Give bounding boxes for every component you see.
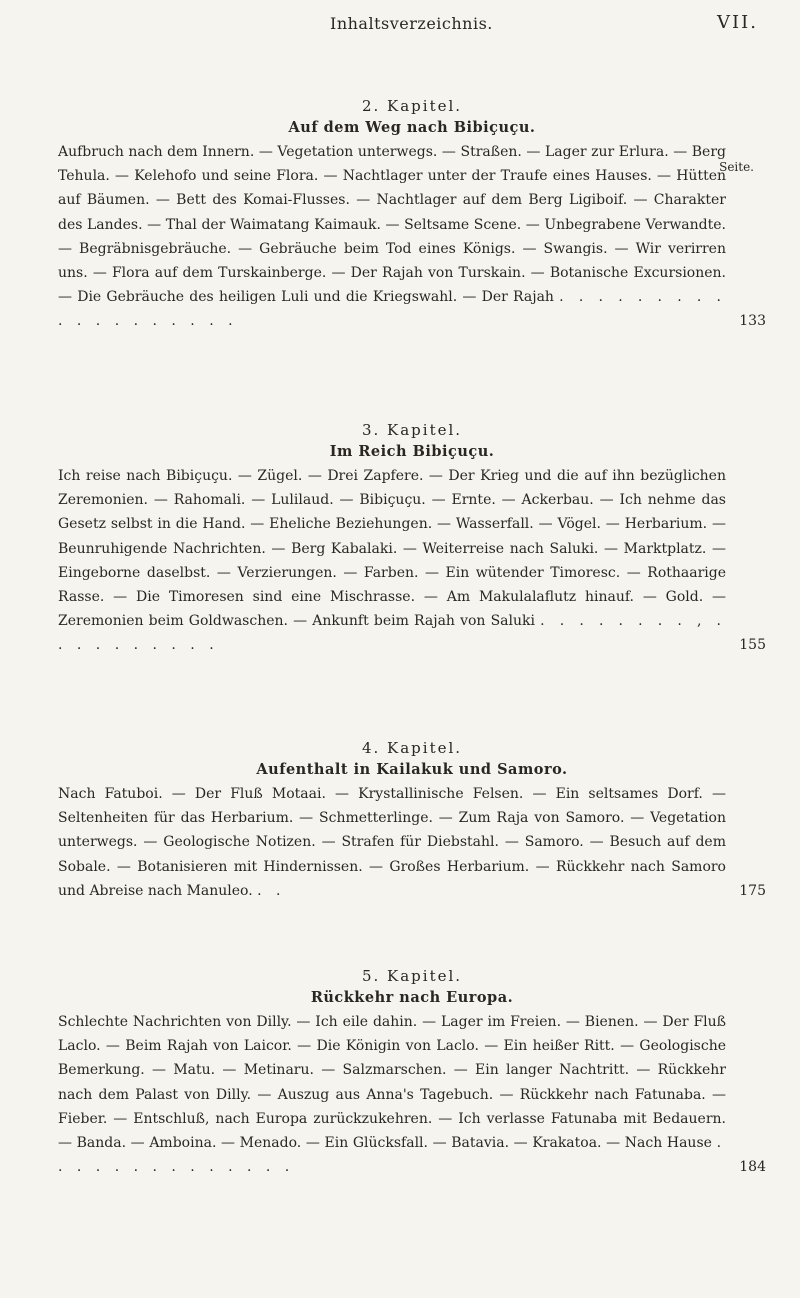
- chapter-summary: [58, 464, 766, 658]
- chapter-page-ref: 175: [739, 882, 766, 899]
- chapter-number: 2. Kapitel.: [361, 97, 463, 115]
- running-head: Inhaltsverzeichnis.: [330, 14, 493, 33]
- chapter-entry: [58, 420, 766, 658]
- chapter-title: Im Reich Bibiçuçu.: [329, 443, 495, 460]
- chapter-summary-text: Aufbruch nach dem Innern. — Vegetation unterwegs. — Straßen. — Lager zur Erlura. — Berg Tehula. — Kelehofo und seine Flora. — Nachtlager unter der Traufe eines Hauses. — Hütten auf Bäumen. — Bett des Komai-Flusses. — Nachtlager auf dem Berg Ligiboif. — Charakter des Landes. — Thal der Waimatang Kaimauk. — Seltsame Scene. — Unbegrabene Verwandte. — Begräbnisgebräuche. — Gebräuche beim Tod eines Königs. — Swangis. — Wir verirren uns. — Flora auf dem Turskainberge. — Der Rajah von Turskain. — Botanische Excursionen. — Die Gebräuche des heiligen Luli und die Kriegswahl. — Der Rajah: [58, 144, 726, 306]
- dot-leader: . . . . . . . . . . . . . .: [58, 1135, 727, 1176]
- chapter-page-ref: 184: [739, 1159, 766, 1176]
- dot-leader: . . . . . . . . , . . . . . . . . . .: [58, 613, 726, 654]
- chapter-title: Rückkehr nach Europa.: [310, 989, 514, 1006]
- chapter-title: Auf dem Weg nach Bibiçuçu.: [288, 119, 536, 136]
- chapter-summary-text: Nach Fatuboi. — Der Fluß Motaai. — Krystallinische Felsen. — Ein seltsames Dorf. — Seltenheiten für das Herbarium. — Schmetterlinge. — Zum Raja von Samoro. — Vegetation unterwegs. — Geologische Notizen. — Strafen für Diebstahl. — Samoro. — Besuch auf dem Sobale. — Botanisieren mit Hindernissen. — Großes Herbarium. — Rückkehr nach Samoro und Abreise nach Manuleo.: [58, 786, 726, 899]
- dot-leader: . .: [257, 882, 286, 899]
- chapter-title: Aufenthalt in Kailakuk und Samoro.: [256, 761, 568, 778]
- page-number: VII.: [717, 12, 758, 33]
- page-column-label: Seite.: [719, 160, 754, 174]
- chapter-entry: [58, 96, 766, 334]
- chapter-summary-text: Ich reise nach Bibiçuçu. — Zügel. — Drei Zapfere. — Der Krieg und die auf ihn bezüglichen Zeremonien. — Rahomali. — Lulilaud. — Bibiçuçu. — Ernte. — Ackerbau. — Ich nehme das Gesetz selbst in die Hand. — Eheliche Beziehungen. — Wasserfall. — Vögel. — Herbarium. — Beunruhigende Nachrichten. — Berg Kabalaki. — Weiterreise nach Saluki. — Marktplatz. — Eingeborne daselbst. — Verzierungen. — Farben. — Ein wütender Timoresc. — Rothaarige Rasse. — Die Timoresen sind eine Mischrasse. — Am Makulalaflutz hinauf. — Gold. — Zeremonien beim Goldwaschen. — Ankunft beim Rajah von Saluki: [58, 468, 726, 630]
- chapter-summary: [58, 140, 766, 334]
- chapter-entry: [58, 966, 766, 1179]
- chapter-summary: [58, 1010, 766, 1179]
- chapter-number: 5. Kapitel.: [361, 967, 463, 985]
- dot-leader: . . . . . . . . . . . . . . . . . . .: [58, 289, 727, 330]
- chapter-number: 3. Kapitel.: [361, 421, 463, 439]
- chapter-number: 4. Kapitel.: [361, 739, 463, 757]
- chapter-page-ref: 133: [739, 313, 766, 330]
- chapter-page-ref: 155: [739, 637, 766, 654]
- chapter-summary-text: Schlechte Nachrichten von Dilly. — Ich eile dahin. — Lager im Freien. — Bienen. — Der Fluß Laclo. — Beim Rajah von Laicor. — Die Königin von Laclo. — Ein heißer Ritt. — Geologische Bemerkung. — Matu. — Metinaru. — Salzmarschen. — Ein langer Nachtritt. — Rückkehr nach dem Palast von Dilly. — Auszug aus Anna's Tagebuch. — Rückkehr nach Fatunaba. — Fieber. — Entschluß, nach Europa zurückzukehren. — Ich verlasse Fatunaba mit Bedauern. — Banda. — Amboina. — Menado. — Ein Glücksfall. — Batavia. — Krakatoa. — Nach Hause: [58, 1014, 726, 1152]
- chapter-summary: [58, 782, 766, 903]
- chapter-entry: [58, 738, 766, 903]
